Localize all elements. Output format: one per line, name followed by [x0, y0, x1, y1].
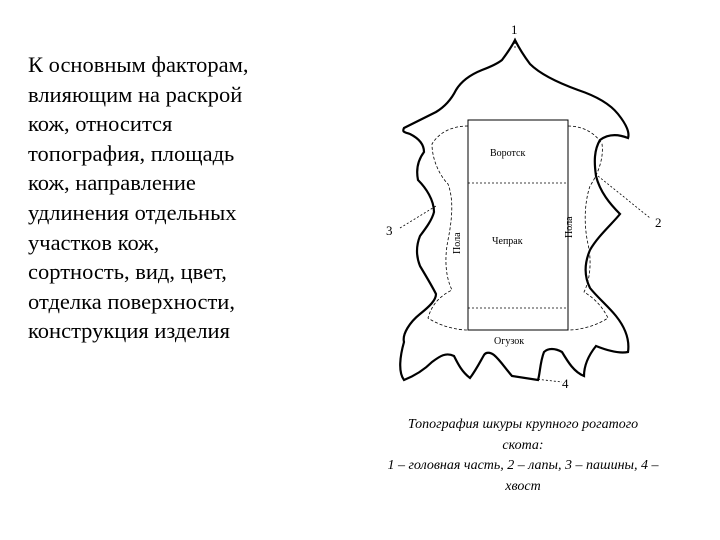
main-text-line: конструкция изделия: [28, 318, 230, 344]
caption-line: Топография шкуры крупного рогатого: [407, 417, 639, 432]
main-text-line: участков кож,: [28, 229, 160, 255]
label-number-4: 4: [562, 376, 569, 391]
caption-line: скота:: [502, 437, 544, 453]
main-text-block: [28, 50, 358, 346]
label-ogusok: Огузок: [494, 336, 525, 347]
caption-line: хвост: [505, 478, 541, 494]
label-chepak: Чепрак: [492, 236, 523, 247]
label-pola-left: Пола: [452, 232, 463, 254]
main-text-line: топография, площадь: [28, 140, 235, 166]
hide-topography-diagram: [340, 10, 680, 405]
label-number-1: 1: [511, 22, 518, 37]
label-pola-right: Пола: [564, 216, 575, 238]
pointer-3: [400, 206, 436, 228]
label-number-2: 2: [655, 215, 662, 230]
hide-outline: [400, 40, 628, 380]
main-text-line: сортность, вид, цвет,: [28, 259, 227, 285]
caption-line: 1 – головная часть, 2 – лапы, 3 – пашины, 4 –: [387, 458, 659, 473]
diagram-caption: [338, 415, 708, 497]
main-text-line: отделка поверхности,: [28, 288, 235, 314]
label-number-3: 3: [386, 223, 393, 238]
main-text-line: кож, относится: [28, 111, 173, 137]
main-text-line: влияющим на раскрой: [28, 81, 243, 107]
main-text-line: кож, направление: [28, 170, 196, 196]
label-vorotok: Воротск: [490, 148, 526, 159]
main-text-line: удлинения отдельных: [28, 199, 237, 225]
main-text-line: К основным факторам,: [28, 52, 249, 77]
